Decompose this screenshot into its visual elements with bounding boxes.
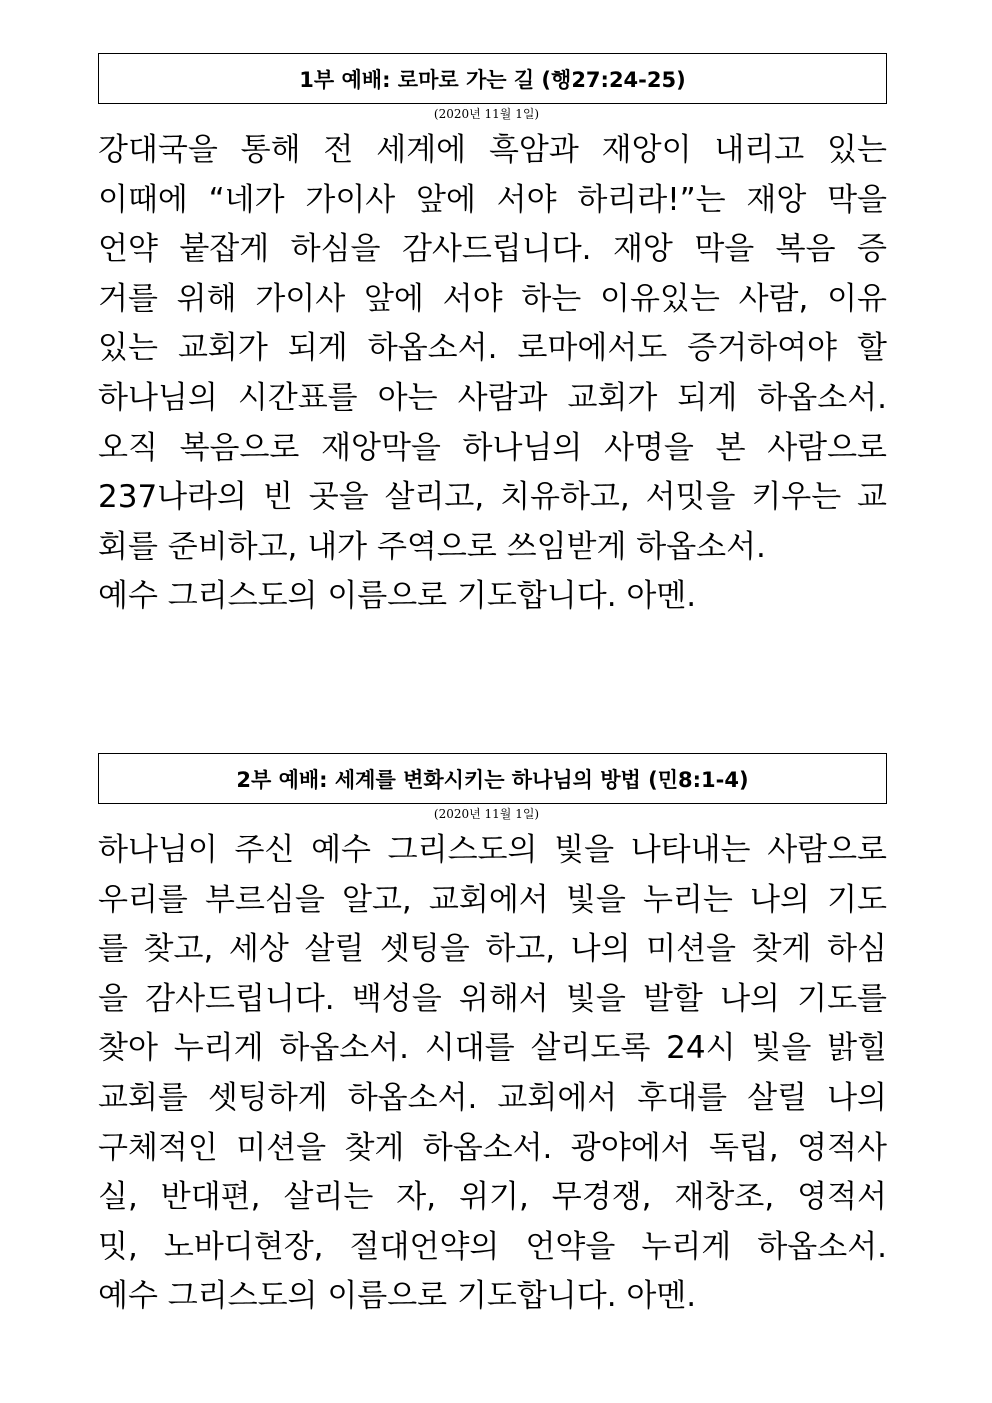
prayer-line: 를 찾고, 세상 살릴 셋팅을 하고, 나의 미션을 찾게 하심 [98, 931, 887, 968]
section-title-box [98, 53, 887, 104]
prayer-line: 237나라의 빈 곳을 살리고, 치유하고, 서밋을 키우는 교 [98, 479, 887, 516]
prayer-line: 교회를 셋팅하게 하옵소서. 교회에서 후대를 살릴 나의 [98, 1079, 887, 1116]
prayer-line: 찾아 누리게 하옵소서. 시대를 살리도록 24시 빛을 밝힐 [98, 1030, 887, 1067]
prayer-line: 밋, 노바디현장, 절대언약의 언약을 누리게 하옵소서. [98, 1228, 887, 1265]
prayer-line: 구체적인 미션을 찾게 하옵소서. 광야에서 독립, 영적사 [98, 1129, 887, 1166]
closing-line: 예수 그리스도의 이름으로 기도합니다. 아멘. [98, 1278, 697, 1315]
section-date: (2020년 11월 1일) [433, 107, 540, 121]
prayer-line: 강대국을 통해 전 세계에 흑암과 재앙이 내리고 있는 [98, 132, 887, 168]
prayer-line: 하나님의 시간표를 아는 사람과 교회가 되게 하옵소서. [98, 379, 887, 416]
prayer-line: 오직 복음으로 재앙막을 하나님의 사명을 본 사람으로 [98, 429, 887, 466]
service-section-1 [98, 53, 887, 622]
prayer-text [98, 126, 887, 622]
section-title: 2부 예배: 세계를 변화시키는 하나님의 방법 (민8:1-4) [236, 767, 749, 792]
prayer-line: 실, 반대편, 살리는 자, 위기, 무경쟁, 재창조, 영적서 [98, 1179, 887, 1216]
section-title: 1부 예배: 로마로 가는 길 (행27:24-25) [299, 67, 686, 92]
prayer-line: 회를 준비하고, 내가 주역으로 쓰임받게 하옵소서. [98, 528, 766, 565]
service-section-2 [98, 753, 887, 1322]
prayer-line: 거를 위해 가이사 앞에 서야 하는 이유있는 사람, 이유 [98, 280, 887, 317]
prayer-text [98, 826, 887, 1322]
section-date: (2020년 11월 1일) [433, 807, 540, 821]
prayer-line: 있는 교회가 되게 하옵소서. 로마에서도 증거하여야 할 [98, 330, 887, 367]
prayer-line: 이때에 “네가 가이사 앞에 서야 하리라!”는 재앙 막을 [98, 181, 887, 218]
prayer-line: 하나님이 주신 예수 그리스도의 빛을 나타내는 사람으로 [98, 832, 887, 868]
prayer-line: 언약 붙잡게 하심을 감사드립니다. 재앙 막을 복음 증 [98, 231, 887, 268]
prayer-line: 우리를 부르심을 알고, 교회에서 빛을 누리는 나의 기도 [98, 881, 887, 918]
section-title-box [98, 753, 887, 804]
closing-line: 예수 그리스도의 이름으로 기도합니다. 아멘. [98, 578, 697, 615]
prayer-line: 을 감사드립니다. 백성을 위해서 빛을 발할 나의 기도를 [98, 980, 887, 1017]
